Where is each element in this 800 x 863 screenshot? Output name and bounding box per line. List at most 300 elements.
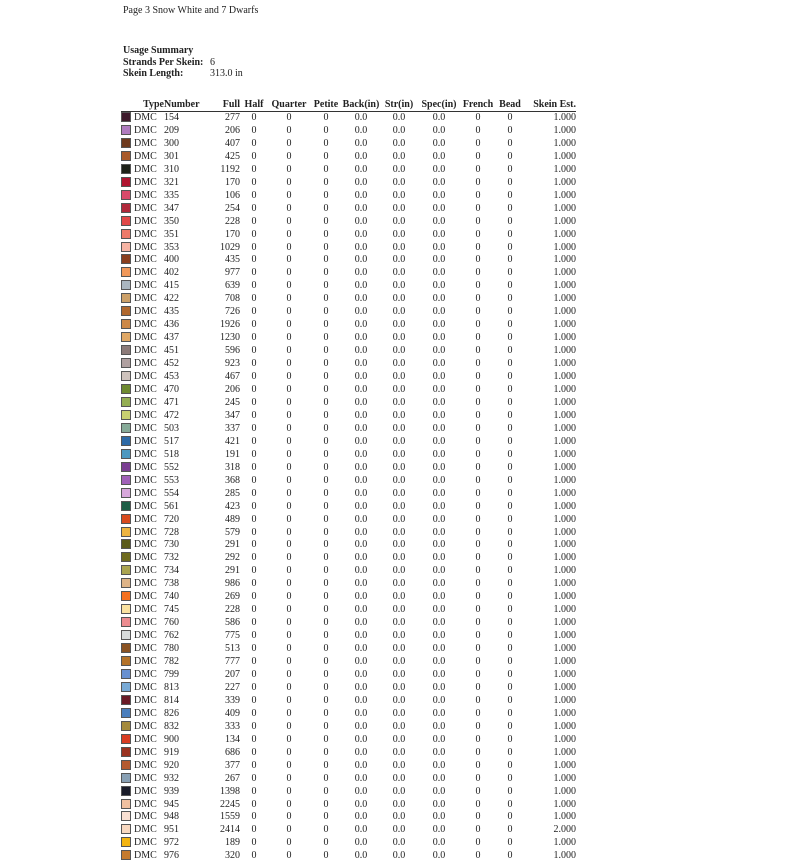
number-cell: 437	[164, 332, 202, 345]
spec-cell: 0.0	[418, 151, 460, 164]
swatch-cell	[121, 539, 134, 552]
number-cell: 517	[164, 436, 202, 449]
back-cell: 0.0	[342, 475, 380, 488]
bead-cell: 0	[496, 643, 524, 656]
petite-cell: 0	[310, 242, 342, 255]
number-cell: 826	[164, 708, 202, 721]
petite-cell: 0	[310, 617, 342, 630]
petite-cell: 0	[310, 747, 342, 760]
half-cell: 0	[240, 837, 268, 850]
type-cell: DMC	[134, 436, 164, 449]
half-cell: 0	[240, 345, 268, 358]
table-row	[121, 799, 576, 812]
number-cell: 900	[164, 734, 202, 747]
bead-cell: 0	[496, 371, 524, 384]
spec-cell: 0.0	[418, 850, 460, 863]
table-row	[121, 423, 576, 436]
bead-cell: 0	[496, 786, 524, 799]
skein-est-cell: 1.000	[524, 151, 576, 164]
swatch-cell	[121, 669, 134, 682]
bead-cell: 0	[496, 267, 524, 280]
type-cell: DMC	[134, 850, 164, 863]
half-cell: 0	[240, 695, 268, 708]
skein-est-cell: 1.000	[524, 164, 576, 177]
petite-cell: 0	[310, 358, 342, 371]
quarter-cell: 0	[268, 643, 310, 656]
skein-est-cell: 1.000	[524, 229, 576, 242]
skein-est-cell: 1.000	[524, 242, 576, 255]
number-cell: 780	[164, 643, 202, 656]
type-cell: DMC	[134, 216, 164, 229]
color-swatch-icon	[121, 527, 131, 537]
spec-cell: 0.0	[418, 811, 460, 824]
full-cell: 421	[202, 436, 240, 449]
number-cell: 734	[164, 565, 202, 578]
back-cell: 0.0	[342, 293, 380, 306]
str-cell: 0.0	[380, 423, 418, 436]
str-cell: 0.0	[380, 177, 418, 190]
header-half: Half	[240, 100, 268, 112]
full-cell: 1926	[202, 319, 240, 332]
number-cell: 813	[164, 682, 202, 695]
bead-cell: 0	[496, 216, 524, 229]
number-cell: 154	[164, 112, 202, 125]
number-cell: 452	[164, 358, 202, 371]
full-cell: 1559	[202, 811, 240, 824]
header-skein-est: Skein Est.	[524, 100, 576, 112]
back-cell: 0.0	[342, 319, 380, 332]
spec-cell: 0.0	[418, 799, 460, 812]
full-cell: 291	[202, 565, 240, 578]
str-cell: 0.0	[380, 773, 418, 786]
half-cell: 0	[240, 578, 268, 591]
skein-length-label: Skein Length:	[123, 68, 210, 80]
table-row	[121, 591, 576, 604]
quarter-cell: 0	[268, 721, 310, 734]
table-row	[121, 125, 576, 138]
bead-cell: 0	[496, 539, 524, 552]
full-cell: 2245	[202, 799, 240, 812]
french-cell: 0	[460, 332, 496, 345]
header-str: Str(in)	[380, 100, 418, 112]
number-cell: 310	[164, 164, 202, 177]
half-cell: 0	[240, 319, 268, 332]
table-row	[121, 527, 576, 540]
french-cell: 0	[460, 203, 496, 216]
french-cell: 0	[460, 151, 496, 164]
number-cell: 518	[164, 449, 202, 462]
color-swatch-icon	[121, 824, 131, 834]
spec-cell: 0.0	[418, 747, 460, 760]
skein-est-cell: 1.000	[524, 501, 576, 514]
skein-est-cell: 1.000	[524, 656, 576, 669]
quarter-cell: 0	[268, 138, 310, 151]
str-cell: 0.0	[380, 397, 418, 410]
full-cell: 333	[202, 721, 240, 734]
swatch-cell	[121, 850, 134, 863]
str-cell: 0.0	[380, 203, 418, 216]
number-cell: 451	[164, 345, 202, 358]
number-cell: 948	[164, 811, 202, 824]
skein-est-cell: 1.000	[524, 216, 576, 229]
spec-cell: 0.0	[418, 695, 460, 708]
half-cell: 0	[240, 254, 268, 267]
french-cell: 0	[460, 786, 496, 799]
bead-cell: 0	[496, 151, 524, 164]
number-cell: 453	[164, 371, 202, 384]
quarter-cell: 0	[268, 345, 310, 358]
bead-cell: 0	[496, 358, 524, 371]
half-cell: 0	[240, 138, 268, 151]
table-row	[121, 669, 576, 682]
quarter-cell: 0	[268, 824, 310, 837]
french-cell: 0	[460, 177, 496, 190]
skein-est-cell: 1.000	[524, 423, 576, 436]
spec-cell: 0.0	[418, 578, 460, 591]
quarter-cell: 0	[268, 371, 310, 384]
type-cell: DMC	[134, 177, 164, 190]
str-cell: 0.0	[380, 475, 418, 488]
french-cell: 0	[460, 267, 496, 280]
header-petite: Petite	[310, 100, 342, 112]
petite-cell: 0	[310, 630, 342, 643]
skein-est-cell: 1.000	[524, 630, 576, 643]
spec-cell: 0.0	[418, 410, 460, 423]
swatch-cell	[121, 811, 134, 824]
full-cell: 285	[202, 488, 240, 501]
color-swatch-icon	[121, 604, 131, 614]
swatch-cell	[121, 656, 134, 669]
half-cell: 0	[240, 514, 268, 527]
skein-est-cell: 1.000	[524, 449, 576, 462]
quarter-cell: 0	[268, 319, 310, 332]
half-cell: 0	[240, 306, 268, 319]
half-cell: 0	[240, 293, 268, 306]
table-row	[121, 837, 576, 850]
table-row	[121, 345, 576, 358]
back-cell: 0.0	[342, 708, 380, 721]
french-cell: 0	[460, 617, 496, 630]
full-cell: 708	[202, 293, 240, 306]
spec-cell: 0.0	[418, 501, 460, 514]
spec-cell: 0.0	[418, 397, 460, 410]
full-cell: 513	[202, 643, 240, 656]
quarter-cell: 0	[268, 514, 310, 527]
table-row	[121, 501, 576, 514]
number-cell: 415	[164, 280, 202, 293]
skein-est-cell: 1.000	[524, 462, 576, 475]
petite-cell: 0	[310, 112, 342, 125]
header-quarter: Quarter	[268, 100, 310, 112]
color-swatch-icon	[121, 242, 131, 252]
french-cell: 0	[460, 799, 496, 812]
str-cell: 0.0	[380, 229, 418, 242]
full-cell: 245	[202, 397, 240, 410]
spec-cell: 0.0	[418, 164, 460, 177]
french-cell: 0	[460, 552, 496, 565]
color-swatch-icon	[121, 630, 131, 640]
swatch-cell	[121, 177, 134, 190]
half-cell: 0	[240, 643, 268, 656]
full-cell: 170	[202, 177, 240, 190]
table-row	[121, 462, 576, 475]
color-swatch-icon	[121, 695, 131, 705]
petite-cell: 0	[310, 384, 342, 397]
number-cell: 553	[164, 475, 202, 488]
header-type: Type	[134, 100, 164, 112]
usage-table	[121, 100, 576, 863]
skein-est-cell: 1.000	[524, 708, 576, 721]
full-cell: 586	[202, 617, 240, 630]
quarter-cell: 0	[268, 850, 310, 863]
color-swatch-icon	[121, 358, 131, 368]
quarter-cell: 0	[268, 254, 310, 267]
petite-cell: 0	[310, 656, 342, 669]
table-row	[121, 475, 576, 488]
bead-cell: 0	[496, 475, 524, 488]
full-cell: 425	[202, 151, 240, 164]
type-cell: DMC	[134, 501, 164, 514]
swatch-cell	[121, 501, 134, 514]
bead-cell: 0	[496, 332, 524, 345]
color-swatch-icon	[121, 319, 131, 329]
back-cell: 0.0	[342, 824, 380, 837]
str-cell: 0.0	[380, 242, 418, 255]
number-cell: 932	[164, 773, 202, 786]
color-swatch-icon	[121, 734, 131, 744]
number-cell: 471	[164, 397, 202, 410]
quarter-cell: 0	[268, 682, 310, 695]
full-cell: 227	[202, 682, 240, 695]
french-cell: 0	[460, 319, 496, 332]
color-swatch-icon	[121, 112, 131, 122]
full-cell: 2414	[202, 824, 240, 837]
skein-est-cell: 1.000	[524, 112, 576, 125]
spec-cell: 0.0	[418, 773, 460, 786]
bead-cell: 0	[496, 112, 524, 125]
back-cell: 0.0	[342, 138, 380, 151]
table-row	[121, 488, 576, 501]
str-cell: 0.0	[380, 488, 418, 501]
color-swatch-icon	[121, 475, 131, 485]
skein-est-cell: 2.000	[524, 824, 576, 837]
bead-cell: 0	[496, 449, 524, 462]
skein-est-cell: 1.000	[524, 850, 576, 863]
petite-cell: 0	[310, 216, 342, 229]
str-cell: 0.0	[380, 604, 418, 617]
type-cell: DMC	[134, 319, 164, 332]
number-cell: 335	[164, 190, 202, 203]
half-cell: 0	[240, 747, 268, 760]
type-cell: DMC	[134, 527, 164, 540]
skein-length-row	[123, 68, 243, 80]
color-swatch-icon	[121, 306, 131, 316]
quarter-cell: 0	[268, 786, 310, 799]
quarter-cell: 0	[268, 177, 310, 190]
spec-cell: 0.0	[418, 280, 460, 293]
bead-cell: 0	[496, 617, 524, 630]
number-cell: 422	[164, 293, 202, 306]
strands-label: Strands Per Skein:	[123, 57, 210, 69]
bead-cell: 0	[496, 242, 524, 255]
skein-est-cell: 1.000	[524, 669, 576, 682]
spec-cell: 0.0	[418, 345, 460, 358]
number-cell: 402	[164, 267, 202, 280]
skein-est-cell: 1.000	[524, 747, 576, 760]
type-cell: DMC	[134, 552, 164, 565]
swatch-cell	[121, 591, 134, 604]
skein-est-cell: 1.000	[524, 837, 576, 850]
table-row	[121, 630, 576, 643]
spec-cell: 0.0	[418, 462, 460, 475]
full-cell: 489	[202, 514, 240, 527]
spec-cell: 0.0	[418, 824, 460, 837]
petite-cell: 0	[310, 850, 342, 863]
color-swatch-icon	[121, 254, 131, 264]
table-row	[121, 760, 576, 773]
half-cell: 0	[240, 384, 268, 397]
quarter-cell: 0	[268, 267, 310, 280]
skein-est-cell: 1.000	[524, 138, 576, 151]
spec-cell: 0.0	[418, 371, 460, 384]
quarter-cell: 0	[268, 527, 310, 540]
full-cell: 189	[202, 837, 240, 850]
str-cell: 0.0	[380, 850, 418, 863]
back-cell: 0.0	[342, 643, 380, 656]
swatch-cell	[121, 293, 134, 306]
half-cell: 0	[240, 617, 268, 630]
color-swatch-icon	[121, 837, 131, 847]
quarter-cell: 0	[268, 552, 310, 565]
half-cell: 0	[240, 112, 268, 125]
quarter-cell: 0	[268, 656, 310, 669]
color-swatch-icon	[121, 565, 131, 575]
color-swatch-icon	[121, 125, 131, 135]
back-cell: 0.0	[342, 514, 380, 527]
half-cell: 0	[240, 773, 268, 786]
table-row	[121, 358, 576, 371]
table-row	[121, 203, 576, 216]
bead-cell: 0	[496, 190, 524, 203]
number-cell: 732	[164, 552, 202, 565]
petite-cell: 0	[310, 578, 342, 591]
type-cell: DMC	[134, 799, 164, 812]
quarter-cell: 0	[268, 216, 310, 229]
color-swatch-icon	[121, 773, 131, 783]
spec-cell: 0.0	[418, 216, 460, 229]
table-row	[121, 254, 576, 267]
swatch-cell	[121, 837, 134, 850]
number-cell: 436	[164, 319, 202, 332]
full-cell: 368	[202, 475, 240, 488]
full-cell: 977	[202, 267, 240, 280]
swatch-cell	[121, 708, 134, 721]
back-cell: 0.0	[342, 345, 380, 358]
str-cell: 0.0	[380, 760, 418, 773]
color-swatch-icon	[121, 384, 131, 394]
number-cell: 347	[164, 203, 202, 216]
color-swatch-icon	[121, 617, 131, 627]
table-row	[121, 449, 576, 462]
skein-est-cell: 1.000	[524, 604, 576, 617]
swatch-cell	[121, 319, 134, 332]
back-cell: 0.0	[342, 488, 380, 501]
swatch-cell	[121, 630, 134, 643]
back-cell: 0.0	[342, 423, 380, 436]
bead-cell: 0	[496, 565, 524, 578]
type-cell: DMC	[134, 578, 164, 591]
swatch-cell	[121, 190, 134, 203]
back-cell: 0.0	[342, 203, 380, 216]
french-cell: 0	[460, 824, 496, 837]
full-cell: 337	[202, 423, 240, 436]
quarter-cell: 0	[268, 449, 310, 462]
color-swatch-icon	[121, 850, 131, 860]
half-cell: 0	[240, 229, 268, 242]
swatch-cell	[121, 423, 134, 436]
color-swatch-icon	[121, 267, 131, 277]
full-cell: 347	[202, 410, 240, 423]
swatch-cell	[121, 799, 134, 812]
table-row	[121, 190, 576, 203]
table-row	[121, 786, 576, 799]
petite-cell: 0	[310, 280, 342, 293]
skein-est-cell: 1.000	[524, 527, 576, 540]
str-cell: 0.0	[380, 384, 418, 397]
swatch-cell	[121, 112, 134, 125]
half-cell: 0	[240, 242, 268, 255]
bead-cell: 0	[496, 501, 524, 514]
spec-cell: 0.0	[418, 656, 460, 669]
str-cell: 0.0	[380, 151, 418, 164]
skein-est-cell: 1.000	[524, 410, 576, 423]
spec-cell: 0.0	[418, 837, 460, 850]
swatch-cell	[121, 786, 134, 799]
str-cell: 0.0	[380, 267, 418, 280]
half-cell: 0	[240, 527, 268, 540]
spec-cell: 0.0	[418, 293, 460, 306]
number-cell: 919	[164, 747, 202, 760]
half-cell: 0	[240, 358, 268, 371]
french-cell: 0	[460, 630, 496, 643]
swatch-cell	[121, 565, 134, 578]
skein-length-value: 313.0 in	[210, 68, 243, 79]
full-cell: 596	[202, 345, 240, 358]
spec-cell: 0.0	[418, 267, 460, 280]
half-cell: 0	[240, 280, 268, 293]
petite-cell: 0	[310, 229, 342, 242]
table-row	[121, 229, 576, 242]
bead-cell: 0	[496, 747, 524, 760]
color-swatch-icon	[121, 656, 131, 666]
type-cell: DMC	[134, 514, 164, 527]
type-cell: DMC	[134, 306, 164, 319]
type-cell: DMC	[134, 760, 164, 773]
str-cell: 0.0	[380, 682, 418, 695]
full-cell: 206	[202, 125, 240, 138]
spec-cell: 0.0	[418, 319, 460, 332]
quarter-cell: 0	[268, 488, 310, 501]
french-cell: 0	[460, 436, 496, 449]
quarter-cell: 0	[268, 293, 310, 306]
str-cell: 0.0	[380, 695, 418, 708]
full-cell: 207	[202, 669, 240, 682]
back-cell: 0.0	[342, 436, 380, 449]
petite-cell: 0	[310, 436, 342, 449]
number-cell: 939	[164, 786, 202, 799]
bead-cell: 0	[496, 125, 524, 138]
petite-cell: 0	[310, 552, 342, 565]
